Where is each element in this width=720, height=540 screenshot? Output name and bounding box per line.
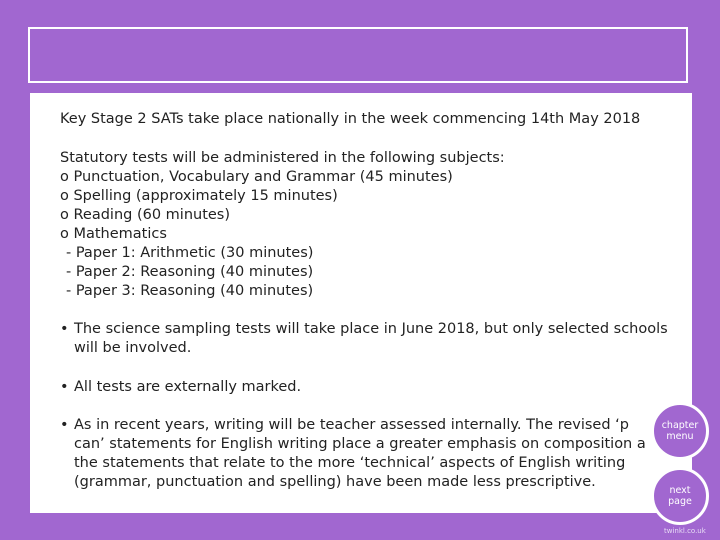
next-page-button[interactable] — [651, 467, 709, 525]
next-page-label: next page — [668, 485, 692, 507]
subject-item: o Punctuation, Vocabulary and Grammar (45 minutes) — [60, 169, 453, 185]
bullet-dot: • — [60, 321, 69, 337]
credit-text: twinkl.co.uk — [664, 527, 706, 535]
maths-paper-item: - Paper 1: Arithmetic (30 minutes) — [66, 245, 314, 261]
bullet-writing-line-3: the statements that relate to the more ‘technical’ aspects of English writing — [74, 455, 626, 471]
bullet-writing-line-1: As in recent years, writing will be teacher assessed internally. The revised ‘p — [74, 417, 629, 433]
bullet-science-line-1: The science sampling tests will take place in June 2018, but only selected schools — [74, 321, 668, 337]
bullet-marking-line: All tests are externally marked. — [74, 379, 302, 395]
subject-item: o Mathematics — [60, 226, 167, 242]
chapter-menu-label: chapter menu — [661, 420, 699, 442]
bullet-science-line-2: will be involved. — [74, 340, 192, 356]
maths-paper-item: - Paper 2: Reasoning (40 minutes) — [66, 264, 314, 280]
content-panel — [30, 93, 692, 513]
subject-item: o Reading (60 minutes) — [60, 207, 231, 223]
bullet-dot: • — [60, 417, 69, 433]
bullet-writing-line-4: (grammar, punctuation and spelling) have been made less prescriptive. — [74, 474, 596, 490]
subjects-intro: Statutory tests will be administered in the following subjects: — [60, 150, 505, 166]
chapter-menu-button[interactable] — [651, 402, 709, 460]
bullet-writing-line-2: can’ statements for English writing place a greater emphasis on composition a — [74, 436, 646, 452]
subject-item: o Spelling (approximately 15 minutes) — [60, 188, 338, 204]
maths-paper-item: - Paper 3: Reasoning (40 minutes) — [66, 283, 314, 299]
title-box — [28, 27, 688, 83]
bullet-dot: • — [60, 379, 69, 395]
heading-line: Key Stage 2 SATs take place nationally in the week commencing 14th May 2018 — [60, 111, 641, 127]
